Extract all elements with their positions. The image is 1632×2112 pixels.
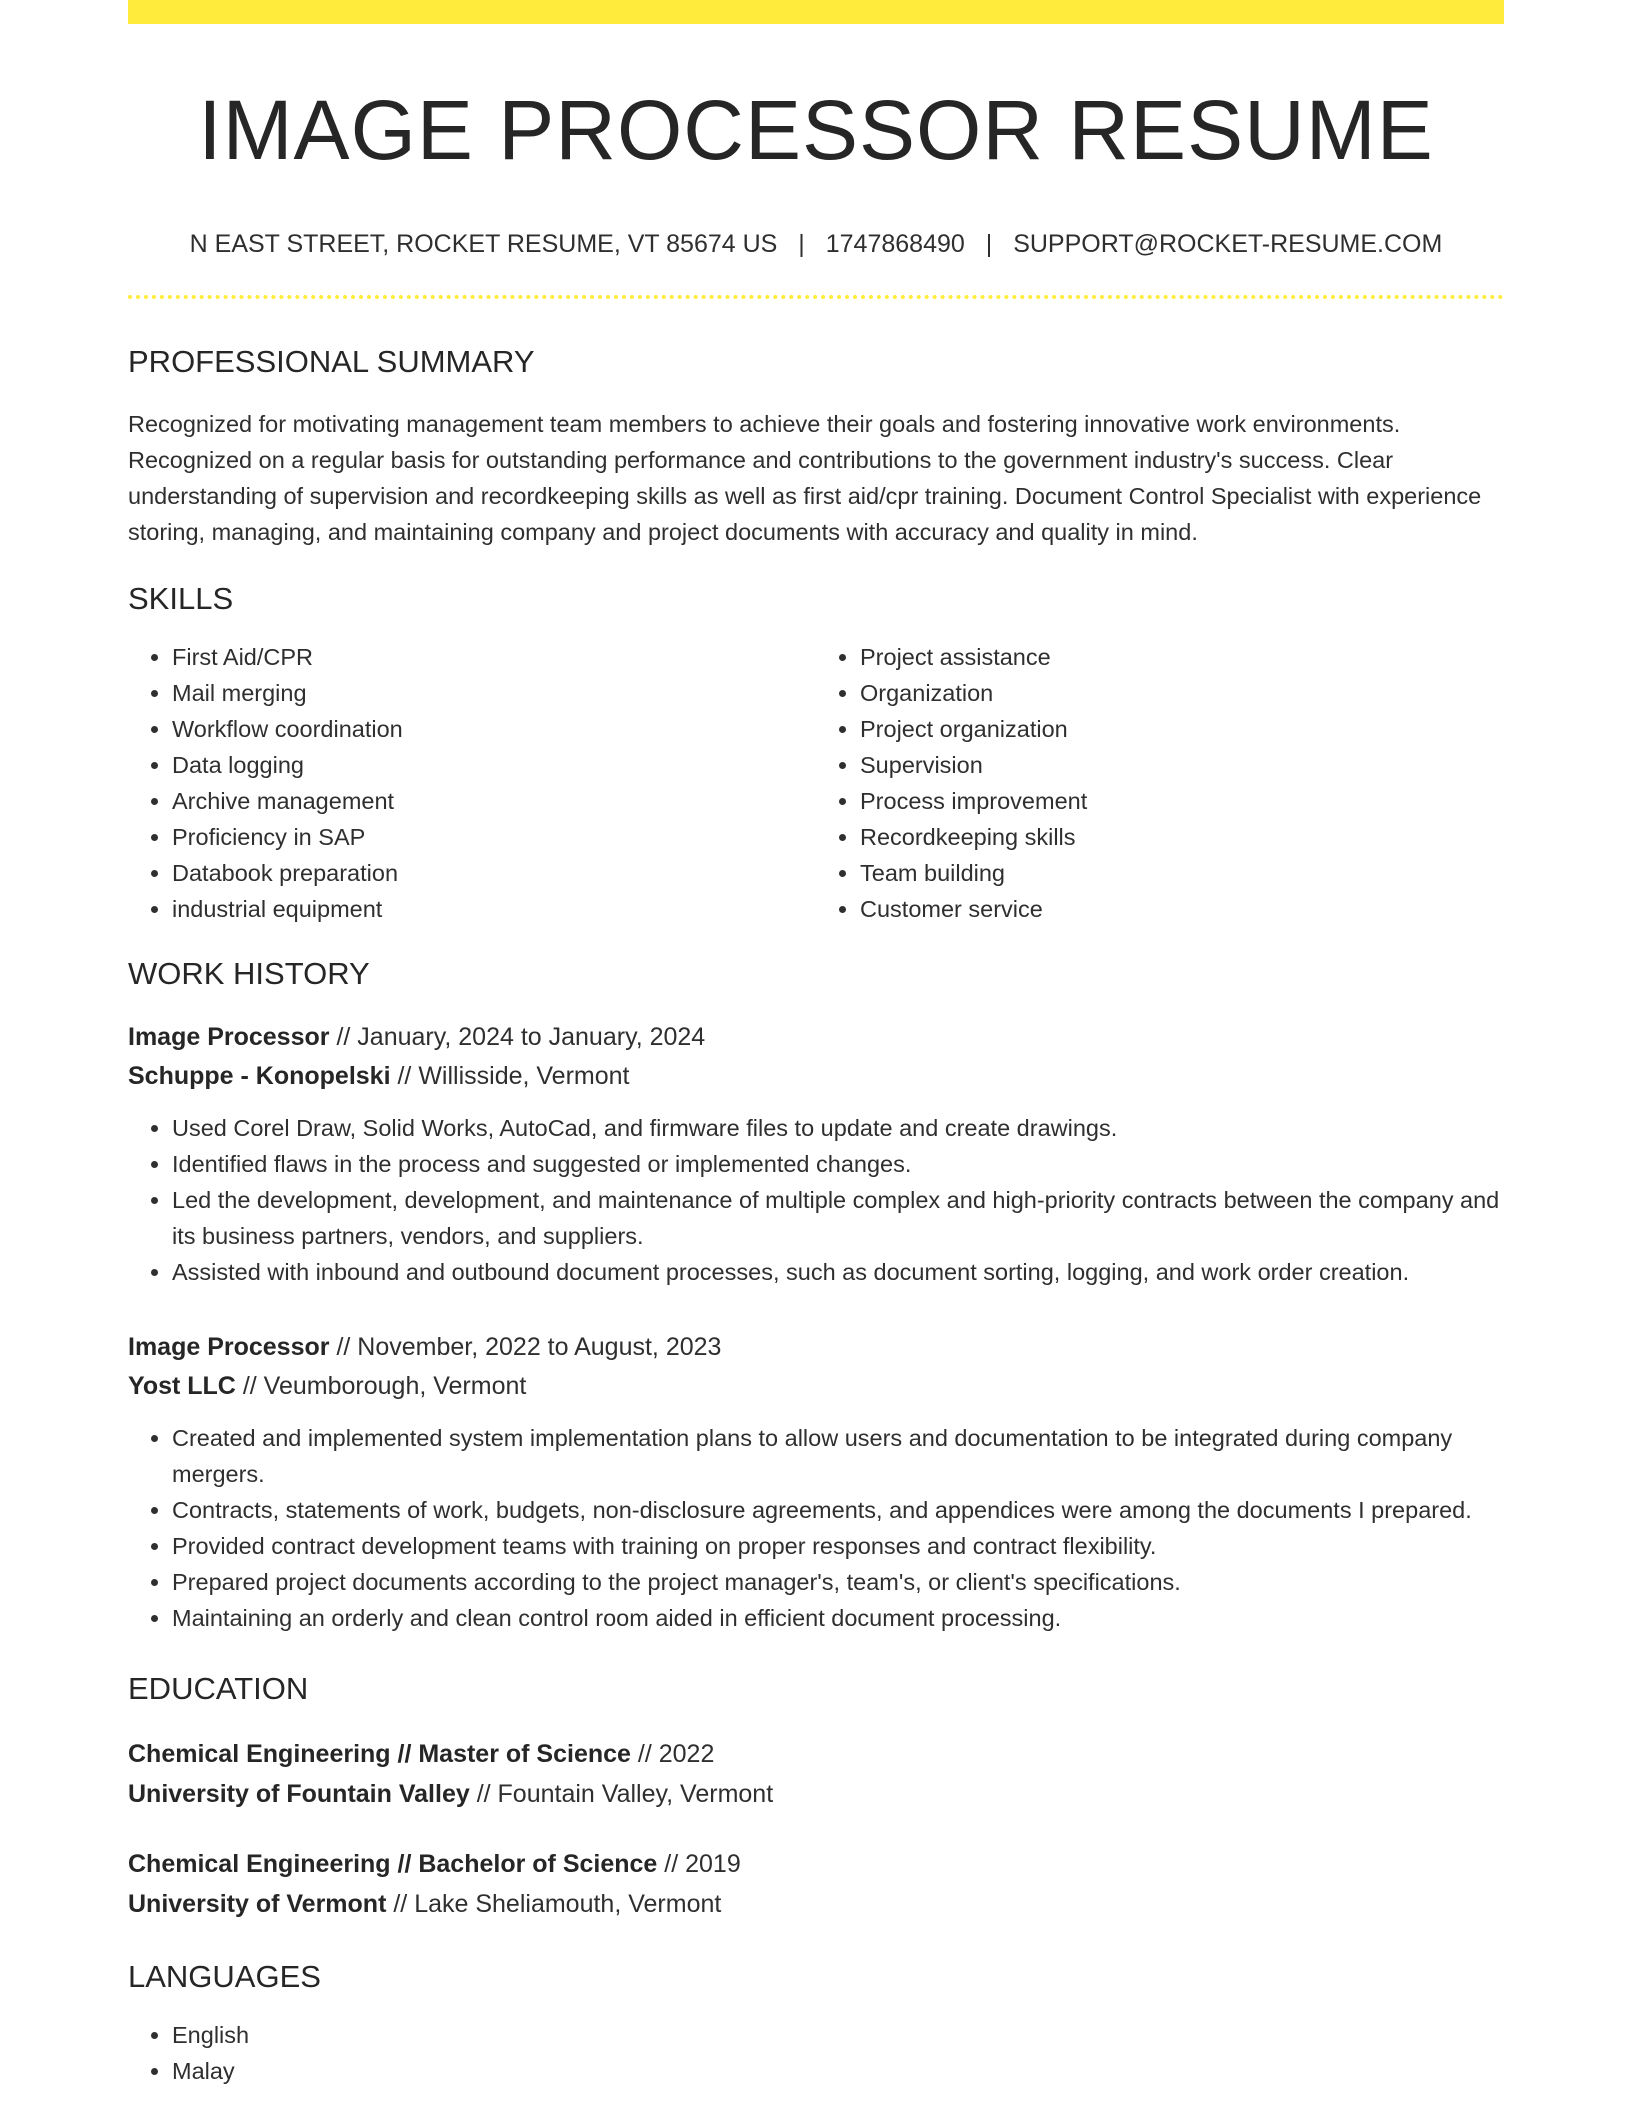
job-role: Image Processor xyxy=(128,1333,330,1362)
job-location: // Willisside, Vermont xyxy=(397,1062,630,1091)
summary-text: Recognized for motivating management team members to achieve their goals and fostering innovative work environments. Recognized on a regular basis for outstanding performance and contributions to the government industry's success. Clear understanding of supervision and recordkeeping skills as well as first aid/cpr training. Document Control Specialist with experience storing, managing, and maintaining company and project documents with accuracy and quality in mind. xyxy=(128,410,1482,545)
education-school-line xyxy=(128,1774,1504,1814)
education-school-line xyxy=(128,1884,1504,1924)
job-company: Schuppe - Konopelski xyxy=(128,1062,391,1091)
job-bullet: • Used Corel Draw, Solid Works, AutoCad, and firmware files to update and create drawings. xyxy=(172,1110,1504,1146)
contact-email: SUPPORT@ROCKET-RESUME.COM xyxy=(1013,229,1443,258)
resume-page xyxy=(128,0,1504,2089)
job-company-line xyxy=(128,1057,1504,1096)
resume-title: IMAGE PROCESSOR RESUME xyxy=(198,83,1434,177)
education-location: // Lake Sheliamouth, Vermont xyxy=(393,1889,722,1918)
education-year: // 2022 xyxy=(637,1739,715,1768)
job-bullet: • Led the development, development, and maintenance of multiple complex and high-priority contracts between the company and its business partners, vendors, and suppliers. xyxy=(172,1182,1504,1254)
job-entry xyxy=(128,1018,1504,1290)
job-bullet: • Identified flaws in the process and suggested or implemented changes. xyxy=(172,1146,1504,1182)
job-bullets xyxy=(128,1110,1504,1290)
job-title-line xyxy=(128,1328,1504,1367)
skill-item: • Recordkeeping skills xyxy=(860,819,1504,855)
languages-heading: LANGUAGES xyxy=(128,1958,321,1994)
job-dates: // January, 2024 to January, 2024 xyxy=(336,1023,706,1052)
contact-line xyxy=(128,229,1504,259)
job-bullets xyxy=(128,1420,1504,1636)
skills-column-right xyxy=(816,639,1504,927)
skills-list xyxy=(128,639,1504,927)
skill-item: • Data logging xyxy=(172,747,816,783)
job-entry xyxy=(128,1328,1504,1636)
skill-item: • Supervision xyxy=(860,747,1504,783)
summary-heading: PROFESSIONAL SUMMARY xyxy=(128,343,535,379)
top-accent-bar xyxy=(128,0,1504,24)
skill-item: • Organization xyxy=(860,675,1504,711)
job-role: Image Processor xyxy=(128,1023,330,1052)
education-school: University of Vermont xyxy=(128,1889,387,1918)
education-degree: Chemical Engineering // Master of Science xyxy=(128,1739,631,1768)
education-location: // Fountain Valley, Vermont xyxy=(476,1779,774,1808)
job-bullet: • Maintaining an orderly and clean control room aided in efficient document processing. xyxy=(172,1600,1504,1636)
skill-item: • Team building xyxy=(860,855,1504,891)
education-degree-line xyxy=(128,1734,1504,1774)
contact-address: N EAST STREET, ROCKET RESUME, VT 85674 US xyxy=(189,229,778,258)
skill-item: • Project assistance xyxy=(860,639,1504,675)
language-item: • English xyxy=(172,2017,1504,2053)
education-school: University of Fountain Valley xyxy=(128,1779,470,1808)
education-year: // 2019 xyxy=(664,1849,741,1878)
languages-list xyxy=(128,2017,1504,2089)
education-degree-line xyxy=(128,1844,1504,1884)
job-dates: // November, 2022 to August, 2023 xyxy=(336,1333,722,1362)
skill-item: • industrial equipment xyxy=(172,891,816,927)
education-entry xyxy=(128,1734,1504,1814)
contact-phone: 1747868490 xyxy=(825,229,965,258)
job-company: Yost LLC xyxy=(128,1372,236,1401)
dotted-divider xyxy=(128,295,1504,299)
job-bullet: • Prepared project documents according to the project manager's, team's, or client's specifications. xyxy=(172,1564,1504,1600)
skill-item: • Mail merging xyxy=(172,675,816,711)
job-bullet: • Provided contract development teams with training on proper responses and contract flexibility. xyxy=(172,1528,1504,1564)
language-item: • Malay xyxy=(172,2053,1504,2089)
skill-item: • Customer service xyxy=(860,891,1504,927)
job-location: // Veumborough, Vermont xyxy=(242,1372,527,1401)
skill-item: • Archive management xyxy=(172,783,816,819)
skill-item: • Process improvement xyxy=(860,783,1504,819)
work-history-heading: WORK HISTORY xyxy=(128,956,370,992)
skills-column-left xyxy=(128,639,816,927)
skills-heading: SKILLS xyxy=(128,580,234,616)
job-bullet: • Contracts, statements of work, budgets, non-disclosure agreements, and appendices were among the documents I prepared. xyxy=(172,1492,1504,1528)
education-degree: Chemical Engineering // Bachelor of Science xyxy=(128,1849,658,1878)
skill-item: • Workflow coordination xyxy=(172,711,816,747)
job-bullet: • Created and implemented system implementation plans to allow users and documentation to be integrated during company mergers. xyxy=(172,1420,1504,1492)
skill-item: • Project organization xyxy=(860,711,1504,747)
job-title-line xyxy=(128,1018,1504,1057)
job-bullet: • Assisted with inbound and outbound document processes, such as document sorting, logging, and work order creation. xyxy=(172,1254,1504,1290)
job-company-line xyxy=(128,1367,1504,1406)
contact-separator: | xyxy=(798,229,805,258)
skill-item: • Databook preparation xyxy=(172,855,816,891)
skill-item: • Proficiency in SAP xyxy=(172,819,816,855)
education-entry xyxy=(128,1844,1504,1924)
skill-item: • First Aid/CPR xyxy=(172,639,816,675)
contact-separator: | xyxy=(985,229,993,258)
education-heading: EDUCATION xyxy=(128,1671,309,1707)
